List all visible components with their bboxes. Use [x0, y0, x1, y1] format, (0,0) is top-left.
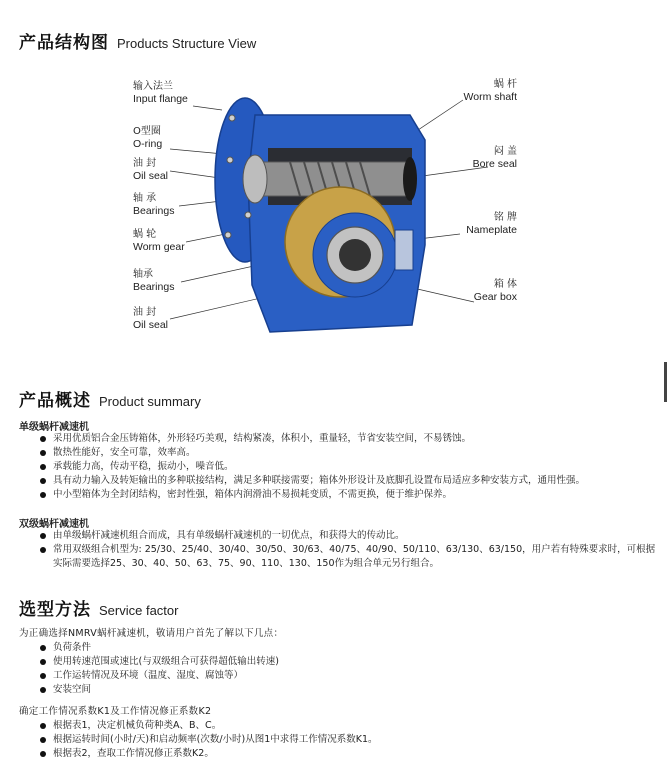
- callout-nameplate: 铭 牌 Nameplate: [466, 212, 517, 236]
- list-item: 根据表1，决定机械负荷种类A、B、C。: [38, 719, 657, 733]
- list-item: 具有动力输入及转矩输出的多种联接结构，满足多种联接需要；箱体外形设计及底脚孔设置布局适应多种安装方式，通用性强。: [38, 474, 657, 488]
- structure-title-zh: 产品结构图: [19, 33, 109, 53]
- factor-heading: 确定工作情况系数K1及工作情况修正系数K2: [19, 706, 212, 717]
- selection-intro: 为正确选择NMRV蜗杆减速机，敬请用户首先了解以下几点：: [19, 628, 284, 639]
- summary-title-zh: 产品概述: [19, 391, 91, 411]
- bore-seal-shape: [403, 157, 417, 201]
- single-stage-heading: 单级蜗杆减速机: [19, 422, 89, 433]
- list-item: 中小型箱体为全封闭结构，密封性强，箱体内润滑油不易损耗变质，不需更换，便于维护保养。: [38, 488, 657, 502]
- callout-input-flange: 输入法兰 Input flange: [133, 81, 188, 105]
- list-item: 采用优质铝合金压铸箱体，外形轻巧美观，结构紧凑，体积小，重量轻，节省安装空间，不易锈蚀。: [38, 432, 657, 446]
- summary-title-en: Product summary: [99, 394, 201, 409]
- factor-points-list: [38, 719, 657, 761]
- input-bearing-shape: [243, 155, 267, 203]
- callout-worm-gear: 蜗 轮 Worm gear: [133, 229, 185, 253]
- single-stage-list: [38, 432, 657, 502]
- double-stage-list: [38, 529, 657, 571]
- callout-worm-shaft: 蜗 杆 Worm shaft: [463, 79, 517, 103]
- callout-oil-seal-output: 油 封 Oil seal: [133, 307, 169, 331]
- list-item: 根据表2，查取工作情况修正系数K2。: [38, 747, 657, 761]
- list-item: 承载能力高，传动平稳，振动小，噪音低。: [38, 460, 657, 474]
- callout-bore-seal: 闷 盖 Bore seal: [472, 146, 517, 170]
- gearbox-figure: [0, 70, 667, 360]
- selection-title-zh: 选型方法: [19, 600, 91, 620]
- callout-gear-box: 箱 体 Gear box: [473, 279, 517, 303]
- list-item: 常用双级组合机型为: 25/30、25/40、30/40、30/50、30/63、40/75、40/90、50/110、63/130、63/150，用户若有特殊要求时，可根据实际需要选择25、30、40、50、63、75、90、110、130、150作为组合单元另行组合。: [38, 543, 657, 571]
- double-stage-heading: 双级蜗杆减速机: [19, 519, 89, 530]
- list-item: 根据运转时间(小时/天)和启动频率(次数/小时)从图1中求得工作情况系数K1。: [38, 733, 657, 747]
- summary-title: [19, 386, 201, 411]
- callout-bearings-input: 轴 承 Bearings: [133, 193, 175, 217]
- structure-title-en: Products Structure View: [117, 36, 257, 51]
- list-item: 工作运转情况及环境（温度、湿度、腐蚀等）: [38, 669, 657, 683]
- callout-bearings-output: 轴承 Bearings: [133, 269, 175, 293]
- gearbox-illustration: [0, 70, 667, 360]
- structure-title: [19, 28, 256, 53]
- output-bore: [339, 239, 371, 271]
- list-item: 散热性能好，安全可靠，效率高。: [38, 446, 657, 460]
- list-item: 由单级蜗杆减速机组合而成，具有单级蜗杆减速机的一切优点，和获得大的传动比。: [38, 529, 657, 543]
- selection-points-list: [38, 641, 657, 697]
- list-item: 安装空间: [38, 683, 657, 697]
- list-item: 负荷条件: [38, 641, 657, 655]
- callout-oil-seal-input: 油 封 Oil seal: [133, 158, 169, 182]
- list-item: 使用转速范围或速比(与双级组合可获得超低输出转速): [38, 655, 657, 669]
- selection-title: [19, 595, 178, 620]
- nameplate-shape: [395, 230, 413, 270]
- selection-title-en: Service factor: [99, 603, 179, 618]
- callout-o-ring: O型圈 O-ring: [133, 126, 163, 150]
